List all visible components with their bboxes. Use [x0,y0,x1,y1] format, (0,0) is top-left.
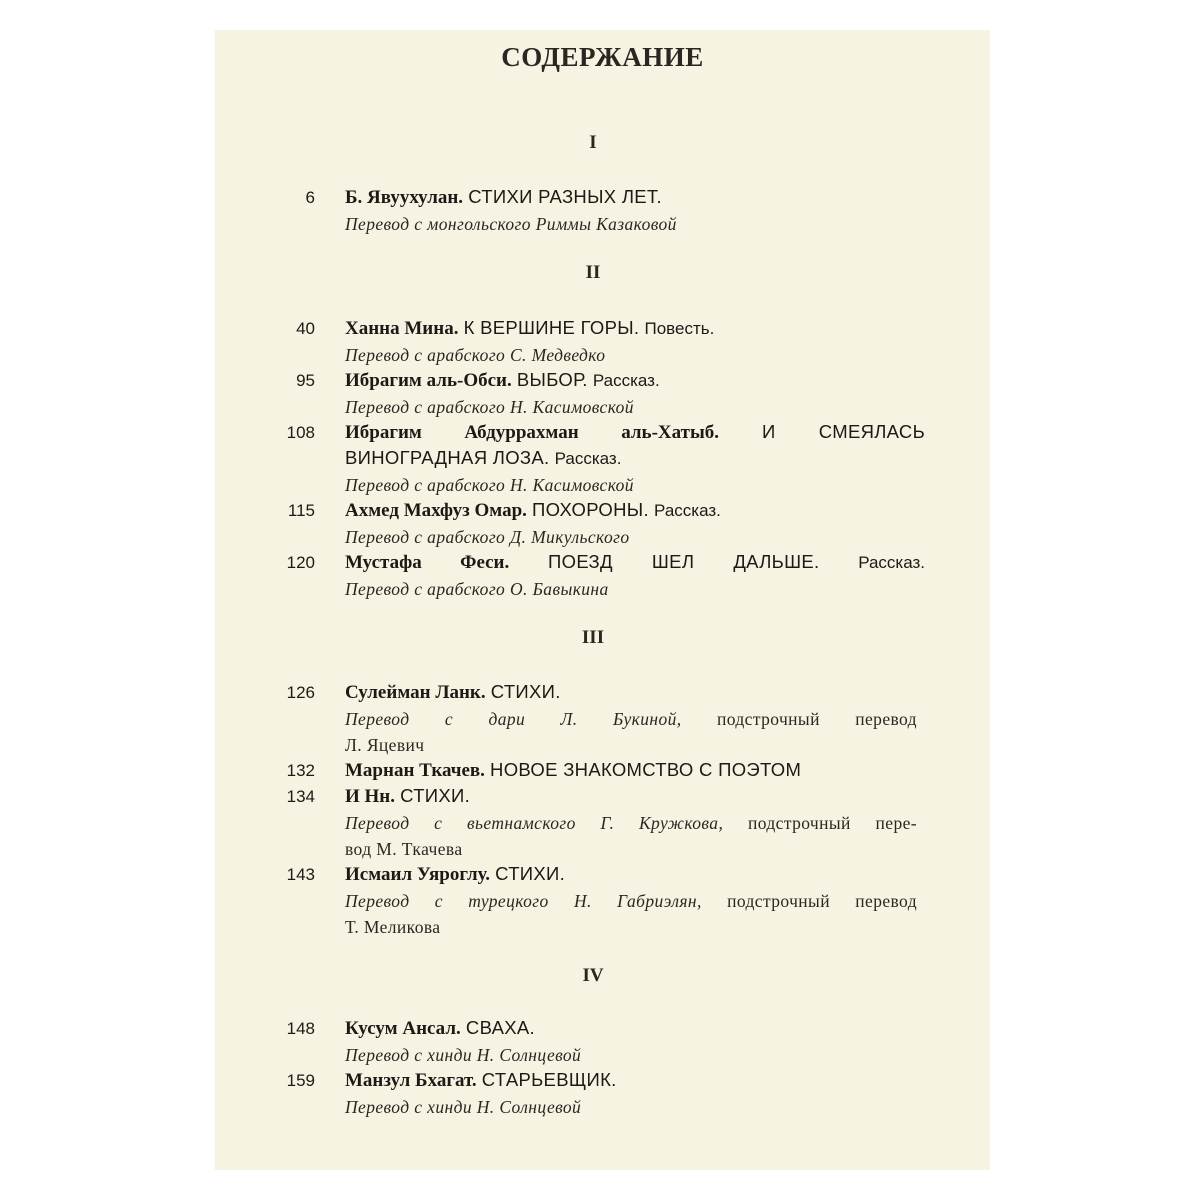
entry-author: Манзул Бхагат. [345,1070,477,1091]
entry-interlinear-credit: подстрочный пере- [747,813,917,833]
entry-work-title: И СМЕЯЛАСЬ [761,421,926,442]
entry-work-title: ПОЕЗД ШЕЛ ДАЛЬШЕ. [548,551,820,572]
entry-interlinear-credit: подстрочный перевод [727,891,917,911]
book-page [215,30,990,1170]
entry-page-number: 134 [286,787,315,806]
entry-genre: Рассказ. [592,371,660,390]
entry-translation-credit: Перевод с дари Л. Букиной, [345,709,682,729]
entry-interlinear-translator: Т. Меликова [345,917,441,937]
entry-genre: Повесть. [644,319,715,338]
entry-work-title: СТИХИ РАЗНЫХ ЛЕТ. [468,186,662,207]
section-numeral-1: I [589,132,597,153]
entry-genre: Рассказ. [858,553,926,572]
entry-page-number: 159 [286,1071,315,1090]
entry-author: Ибрагим аль-Обси. [345,370,512,391]
entry-work-title: СТИХИ. [495,863,566,884]
toc-entry [345,497,925,524]
entry-author: Марнан Ткачев. [345,760,485,781]
entry-author: И Нн. [345,786,396,807]
toc-entry [345,184,925,211]
toc-entry [345,783,925,810]
entry-page-number: 126 [286,683,315,702]
entry-translation-credit: Перевод с вьетнамского Г. Кружкова, [345,813,724,833]
entry-page-number: 108 [286,423,315,442]
entry-work-title: СВАХА. [465,1017,535,1038]
entry-work-title-line2: ВИНОГРАДНАЯ ЛОЗА. [345,447,550,468]
toc-entry [345,549,925,576]
toc-entry [345,757,925,784]
section-numeral-3: III [581,627,605,648]
toc-entry [345,861,925,888]
entry-author: Мустафа Феси. [345,552,510,573]
toc-entry [345,679,925,706]
entry-translation [345,888,917,914]
entry-work-title: СТАРЬЕВЩИК. [481,1069,617,1090]
section-numeral-2: II [585,262,601,283]
entry-work-title: ПОХОРОНЫ. [532,499,649,520]
toc-entry [345,367,925,394]
entry-page-number: 6 [305,188,315,207]
entry-genre: Рассказ. [554,449,622,468]
entry-page-number: 95 [296,371,315,390]
entry-page-number: 115 [287,501,315,520]
entry-author: Кусум Ансал. [345,1018,461,1039]
entry-translation: Перевод с арабского С. Медведко [345,345,606,365]
entry-author: Б. Явуухулан. [345,187,464,208]
toc-entry-continuation [345,445,925,472]
toc-entry [345,315,925,342]
entry-translation: Перевод с арабского Н. Касимовской [345,475,634,495]
entry-interlinear-translator: Л. Яцевич [345,735,425,755]
section-numeral-4: IV [582,965,604,986]
entry-translation-continuation [345,836,917,862]
entry-page-number: 120 [286,553,315,572]
entry-interlinear-credit: подстрочный перевод [716,709,917,729]
entry-translation [345,706,917,732]
entry-genre: Рассказ. [654,501,721,520]
entry-translation: Перевод с арабского Н. Касимовской [345,397,634,417]
entry-translation-continuation [345,732,917,758]
entry-translation-continuation [345,914,917,940]
entry-page-number: 143 [286,865,315,884]
entry-translation-credit: Перевод с турецкого Н. Габриэлян, [345,891,702,911]
toc-entry [345,1015,925,1042]
entry-translation: Перевод с монгольского Риммы Казаковой [345,214,677,234]
toc-entry [345,419,925,446]
entry-translation [345,810,917,836]
entry-author: Ханна Мина. [345,318,459,339]
entry-translation: Перевод с хинди Н. Солнцевой [345,1045,582,1065]
entry-author: Сулейман Ланк. [345,682,486,703]
entry-translation: Перевод с арабского Д. Микульского [345,527,630,547]
entry-page-number: 132 [286,761,315,780]
entry-interlinear-translator: вод М. Ткачева [345,839,463,859]
entry-page-number: 148 [286,1019,315,1038]
entry-page-number: 40 [296,319,315,338]
entry-translation: Перевод с арабского О. Бавыкина [345,579,609,599]
entry-translation: Перевод с хинди Н. Солнцевой [345,1097,582,1117]
entry-work-title: НОВОЕ ЗНАКОМСТВО С ПОЭТОМ [490,759,802,780]
entry-work-title: К ВЕРШИНЕ ГОРЫ. [463,317,640,338]
entry-work-title: СТИХИ. [400,785,471,806]
page-title: СОДЕРЖАНИЕ [501,42,704,72]
toc-entry [345,1067,925,1094]
entry-author: Исмаил Уяроглу. [345,864,491,885]
entry-work-title: СТИХИ. [490,681,561,702]
entry-author: Ибрагим Абдуррахман аль-Хатыб. [345,422,720,443]
entry-work-title: ВЫБОР. [516,369,588,390]
entry-author: Ахмед Махфуз Омар. [345,500,527,521]
